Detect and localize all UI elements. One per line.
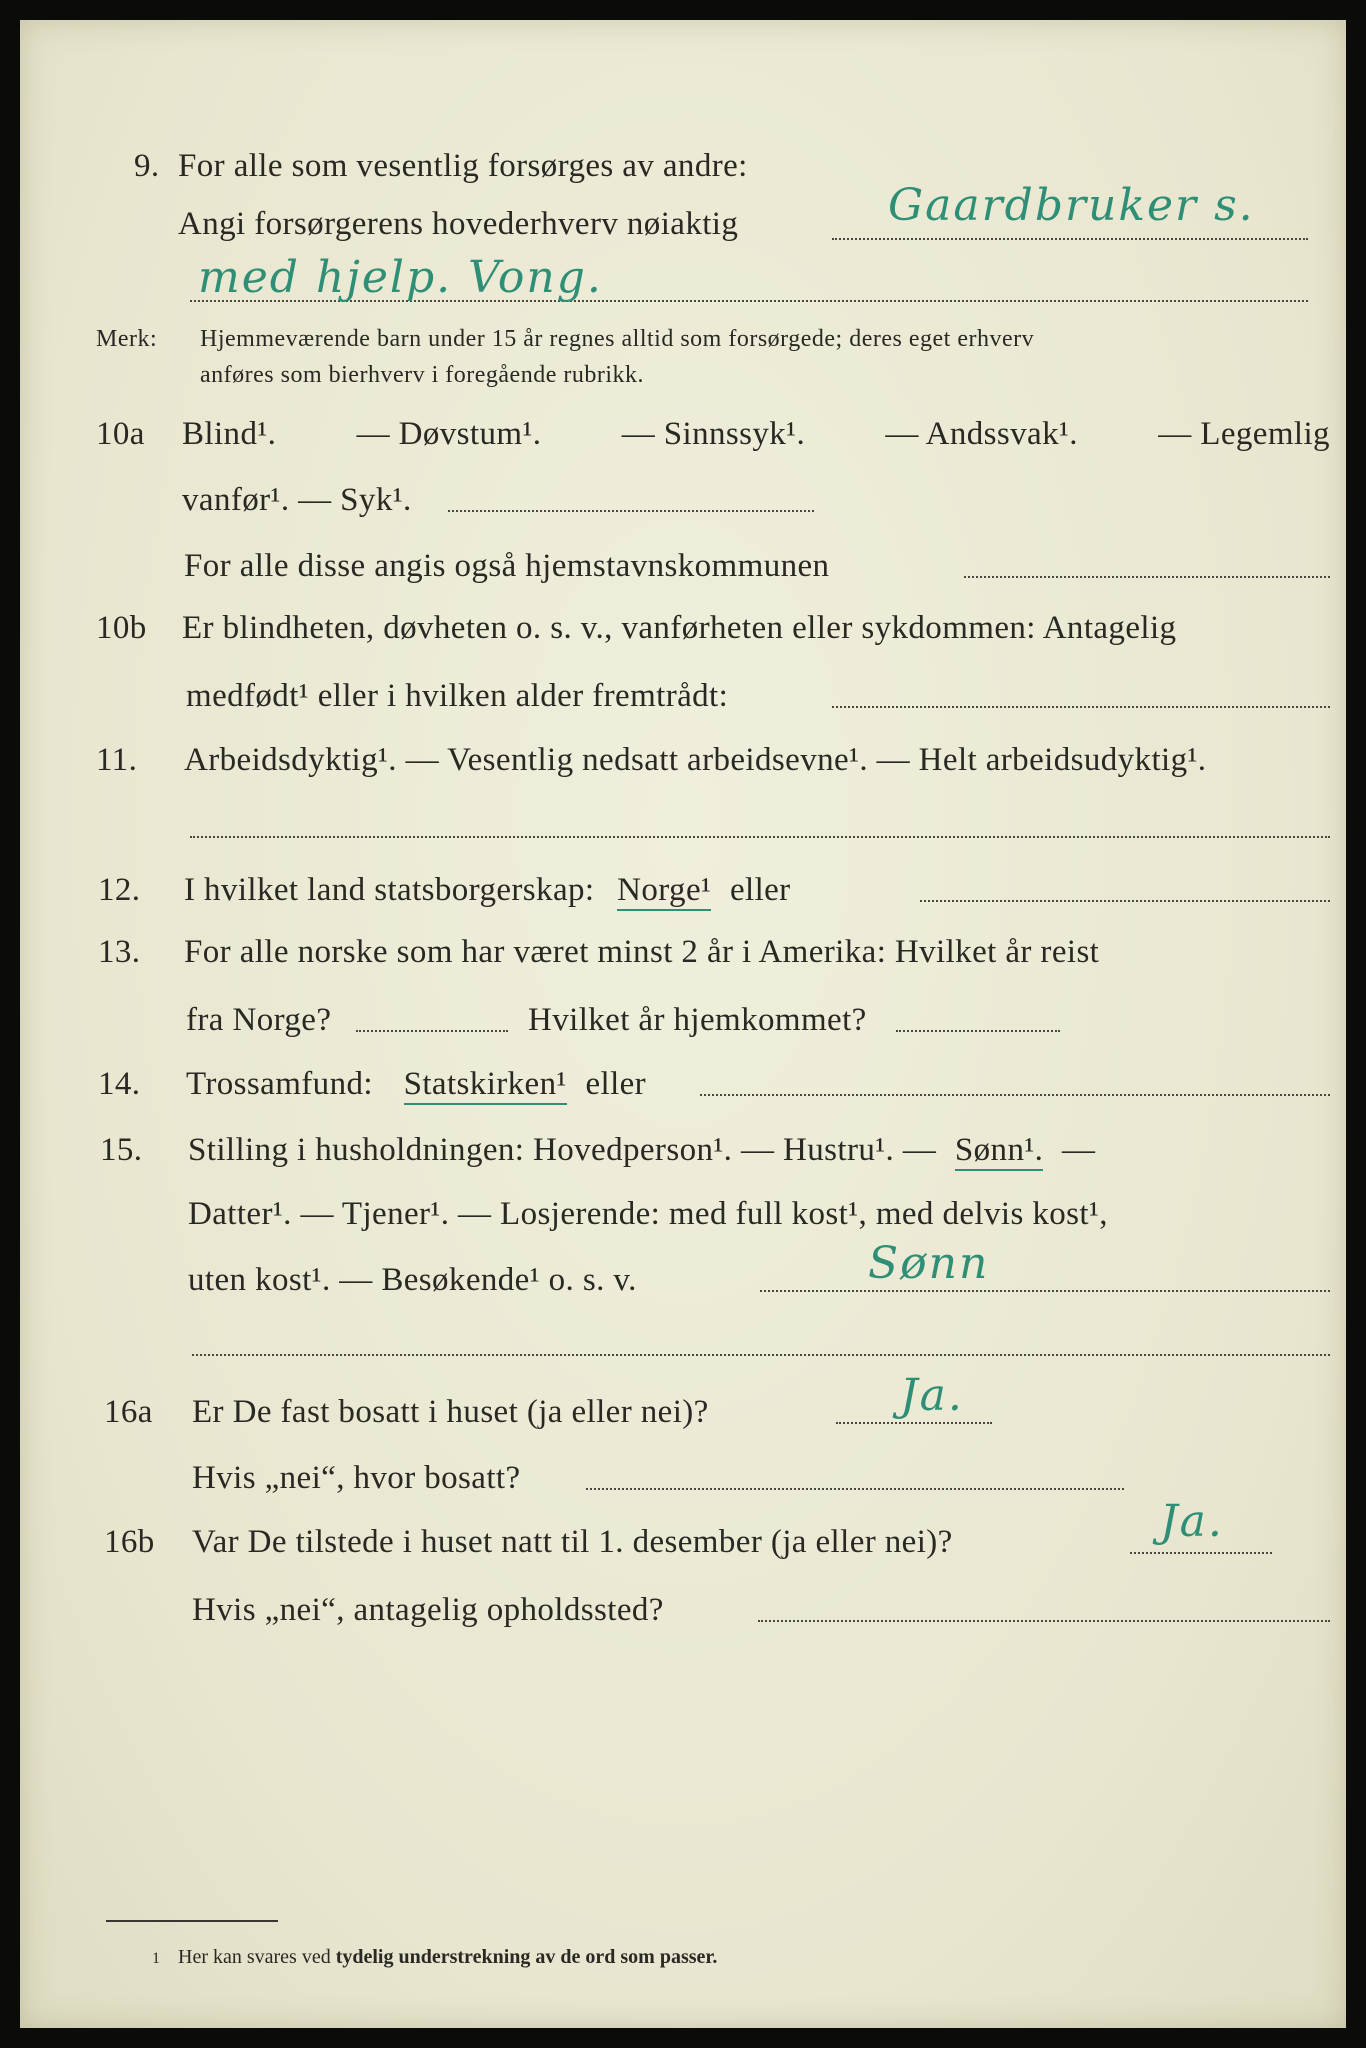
q10b-text1: Er blindheten, døvheten o. s. v., vanførheten eller sykdommen: Antagelig [182,610,1177,646]
footnote-rule [106,1920,278,1922]
q14-pre: Trossamfund: [186,1066,373,1102]
q16b-text1: Var De tilstede i huset natt til 1. desember (ja eller nei)? [192,1524,953,1560]
q9-handwriting1: Gaardbruker s. [888,180,1255,231]
q10a-andssvak: — Andssvak¹. [885,416,1078,452]
q11-fill-line [190,836,1330,838]
q12-text [184,872,791,909]
q13-text1: For alle norske som har været minst 2 år i Amerika: Hvilket år reist [184,934,1100,970]
q10a-fill-line2 [448,510,814,512]
q15-text1 [188,1132,1095,1169]
q13-number: 13. [98,934,141,970]
q10a-text3: For alle disse angis også hjemstavnskommunen [184,548,830,584]
footnote-bold: tydelig understrekning av de ord som passer. [335,1946,718,1968]
merk-label: Merk: [96,326,158,352]
q10b-text2: medfødt¹ eller i hvilken alder fremtrådt: [186,678,729,714]
q15-fill-line4 [192,1354,1330,1356]
q14-post: eller [585,1066,647,1102]
q10a-number: 10a [96,416,145,452]
q14-text [186,1066,646,1103]
q12-number: 12. [98,872,141,908]
q11-number: 11. [96,742,138,778]
q14-fill-line [700,1094,1330,1096]
q10b-fill-line2 [832,706,1330,708]
q13-text2b: Hvilket år hjemkommet? [528,1002,867,1038]
q9-handwriting2: med hjelp. Vong. [198,252,603,303]
q10a-fill-line3 [964,576,1330,578]
q15-handwriting: Sønn [868,1238,990,1289]
q16b-text2: Hvis „nei“, antagelig opholdssted? [192,1592,664,1628]
q15-number: 15. [100,1132,143,1168]
q16a-text1: Er De fast bosatt i huset (ja eller nei)? [192,1394,709,1430]
q16a-number: 16a [104,1394,153,1430]
q11-text1: Arbeidsdyktig¹. — Vesentlig nedsatt arbeidsevne¹. — Helt arbeidsudyktig¹. [184,742,1207,778]
q15-fill-line3 [760,1290,1330,1292]
q10b-number: 10b [96,610,147,646]
footnote-mark: 1 [152,1950,160,1967]
q16b-fill-line2 [758,1620,1330,1622]
q16a-fill-line1 [836,1422,992,1424]
merk-text1: Hjemmeværende barn under 15 år regnes alltid som forsørgede; deres eget erhverv [200,326,1035,352]
q9-text2: Angi forsørgerens hovederhverv nøiaktig [178,206,739,242]
q10a-sinnssyk: — Sinnssyk¹. [621,416,806,452]
q9-fill-line1 [832,238,1308,240]
q14-statskirken: Statskirken¹ [404,1066,567,1105]
q10a-text2: vanfør¹. — Syk¹. [182,482,412,518]
q10a-legemlig: — Legemlig [1158,416,1330,452]
q13-text2a: fra Norge? [186,1002,332,1038]
q12-norge: Norge¹ [617,872,711,911]
q10a-blind: Blind¹. [182,416,277,452]
q14-number: 14. [98,1066,141,1102]
footnote-text [178,1946,717,1969]
q16a-text2: Hvis „nei“, hvor bosatt? [192,1460,521,1496]
q15-text1b: — [1061,1132,1096,1168]
q15-text3: uten kost¹. — Besøkende¹ o. s. v. [188,1262,637,1298]
q10a-dovstum: — Døvstum¹. [356,416,542,452]
q16b-fill-line1 [1130,1552,1272,1554]
q13-fill-a [356,1030,508,1032]
q16a-handwriting: Ja. [900,1370,964,1421]
q15-text1a: Stilling i husholdningen: Hovedperson¹. — Hustru¹. — [188,1132,937,1168]
q10a-options [182,416,1330,453]
q16b-number: 16b [104,1524,155,1560]
q9-text1: For alle som vesentlig forsørges av andre: [178,148,748,184]
q15-sonn: Sønn¹. [955,1132,1043,1171]
q12-post: eller [729,872,791,908]
census-form-page [20,20,1346,2028]
q12-pre: I hvilket land statsborgerskap: [184,872,595,908]
footnote-pre: Her kan svares ved [178,1946,331,1968]
merk-text2: anføres som bierhverv i foregående rubrikk. [200,362,645,388]
q16a-fill-line2 [586,1488,1124,1490]
q16b-handwriting: Ja. [1160,1496,1224,1547]
q9-number: 9. [134,148,160,184]
q15-text2: Datter¹. — Tjener¹. — Losjerende: med full kost¹, med delvis kost¹, [188,1196,1108,1232]
q13-fill-b [896,1030,1060,1032]
q12-fill-line [920,900,1330,902]
